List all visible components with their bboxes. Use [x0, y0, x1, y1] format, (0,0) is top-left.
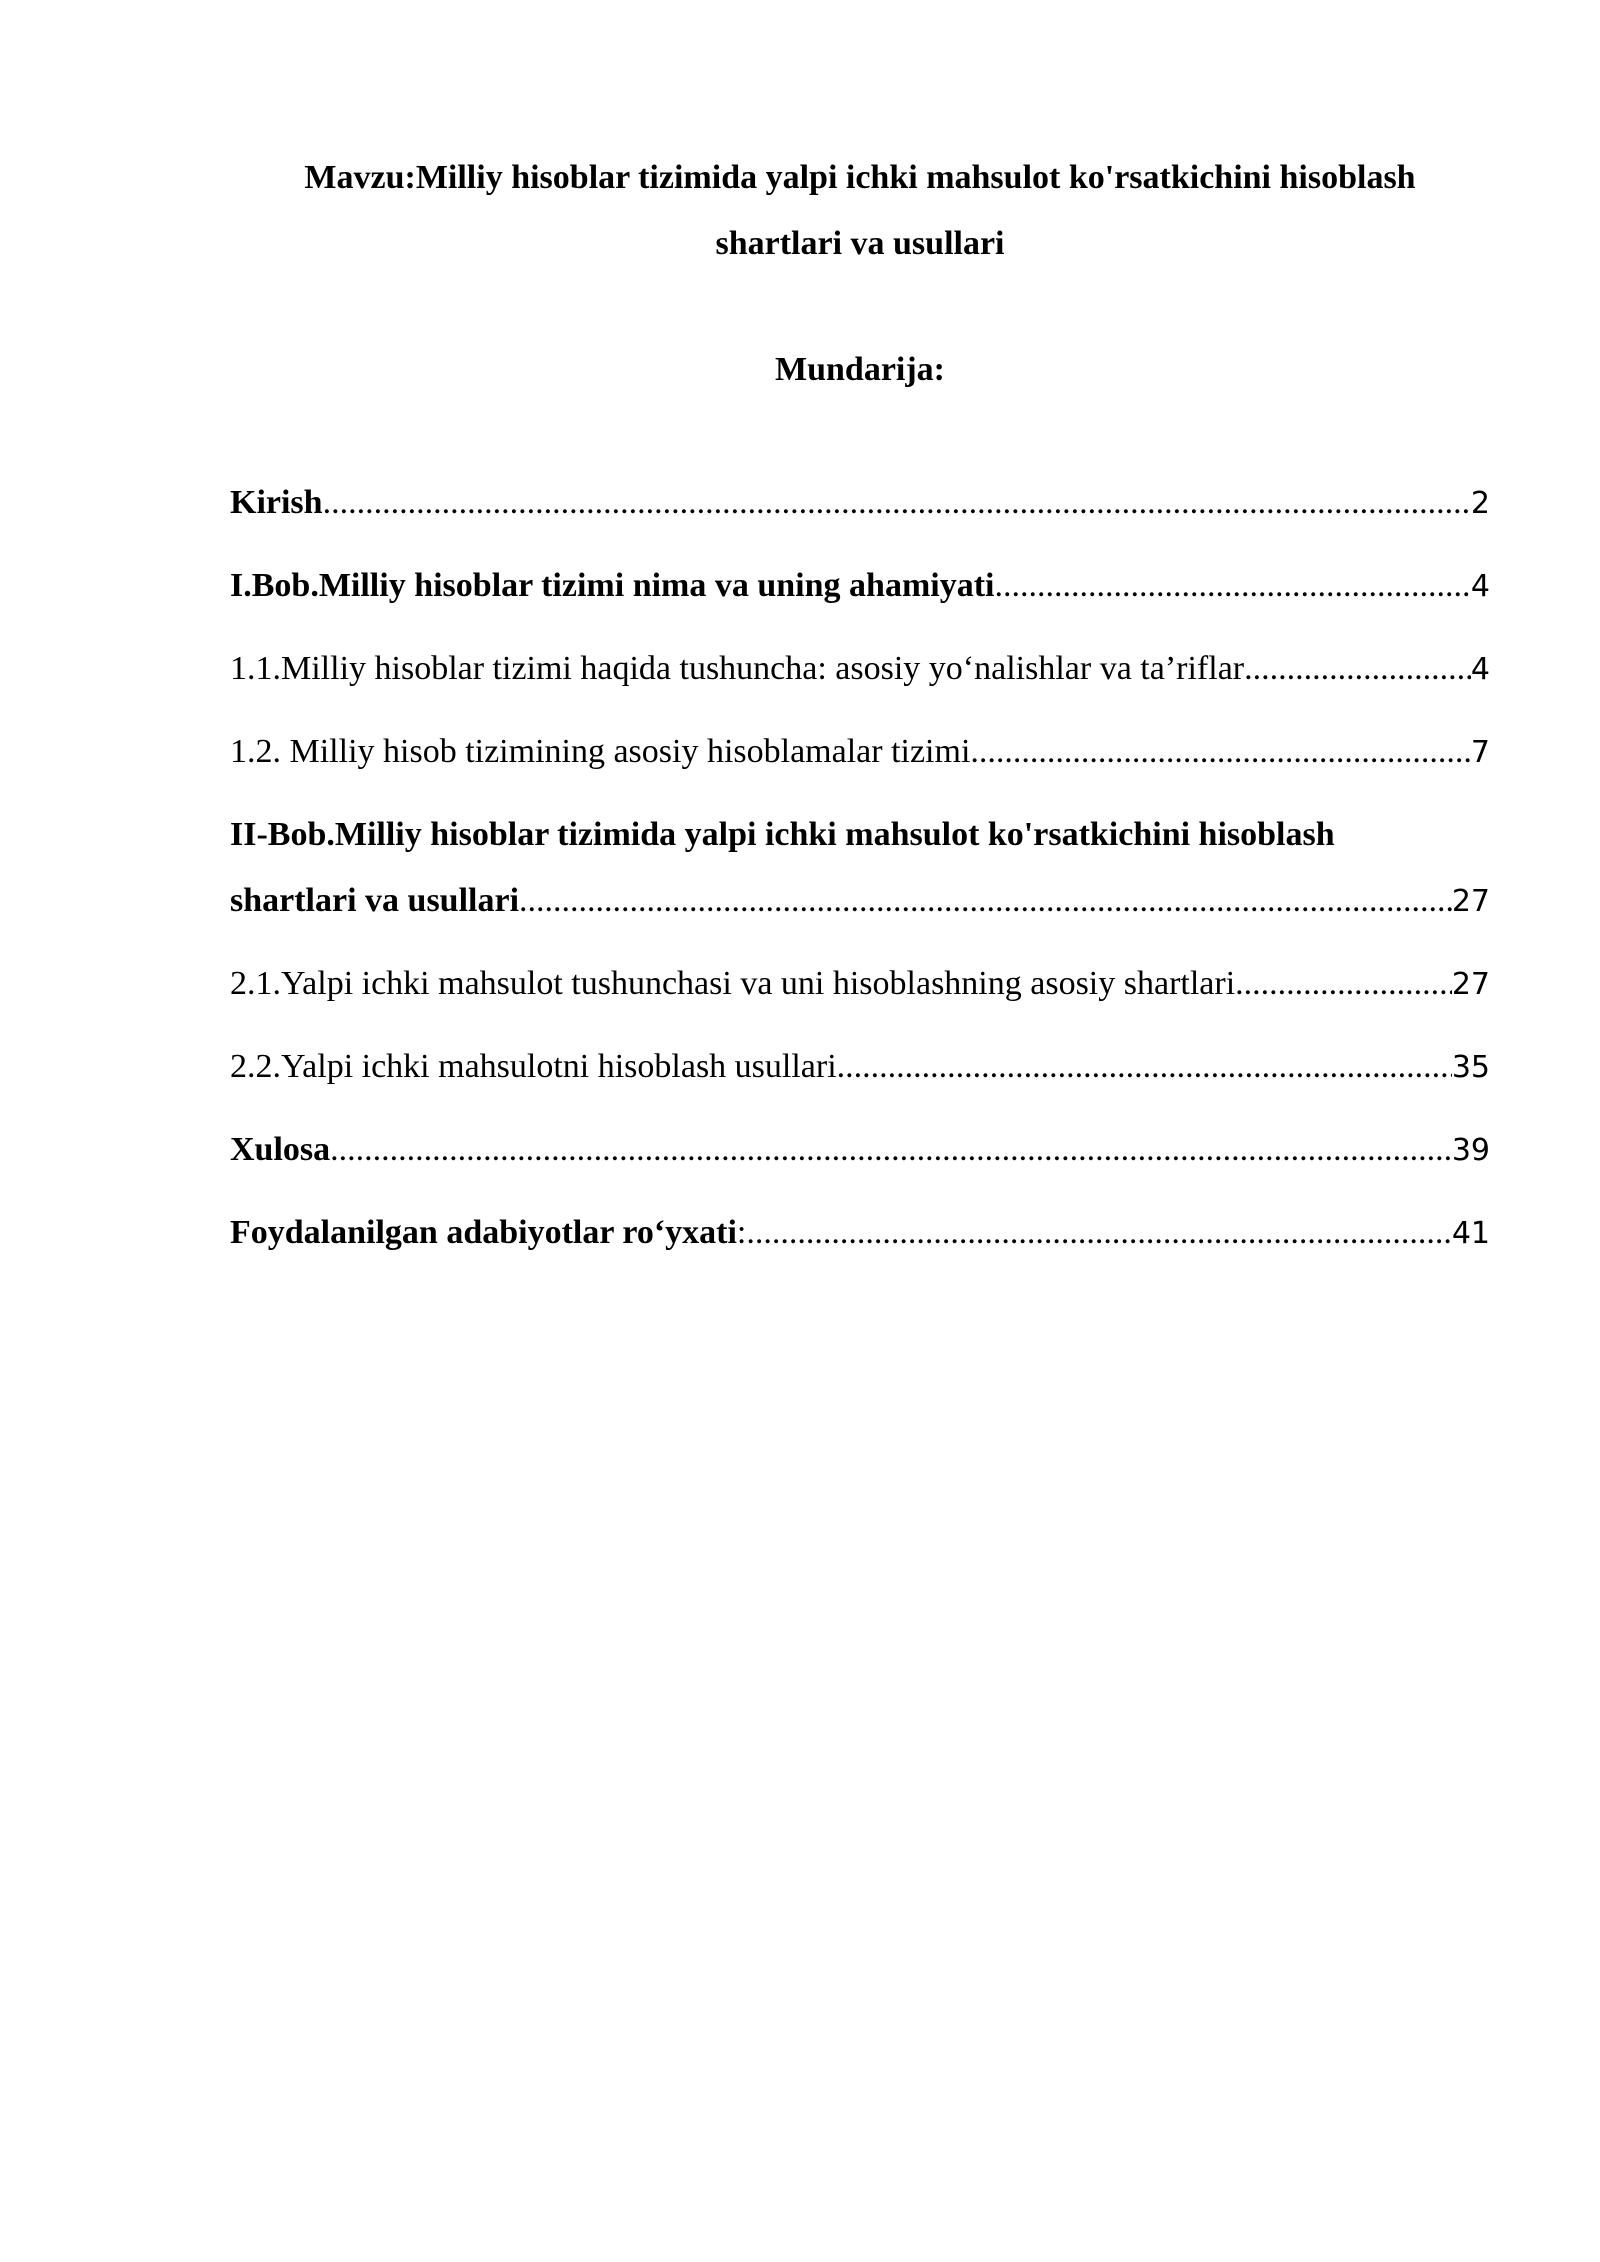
toc-page-number: 27: [1451, 967, 1490, 1002]
toc-entry-xulosa: [230, 1117, 1490, 1183]
toc-entry-suffix: :: [736, 1214, 747, 1251]
table-of-contents: [230, 470, 1490, 1283]
toc-page-number: 4: [1470, 652, 1490, 687]
toc-entry-text: shartlari va usullari: [230, 882, 520, 919]
toc-entry-text: Kirish: [230, 484, 323, 521]
contents-heading: Mundarija:: [775, 351, 945, 388]
toc-entry-text: Xulosa: [230, 1131, 331, 1168]
toc-entry-section-2-1: [230, 951, 1490, 1017]
document-title: [230, 145, 1490, 277]
toc-entry-chapter-1: [230, 553, 1490, 619]
toc-page-number: 41: [1451, 1216, 1490, 1251]
toc-page-number: 35: [1451, 1050, 1490, 1085]
toc-entry-section-2-2: [230, 1034, 1490, 1100]
toc-leader-dots: [995, 553, 1471, 619]
toc-leader-dots: [323, 470, 1471, 536]
toc-entry-section-1-2: [230, 719, 1490, 785]
toc-entry-kirish: [230, 470, 1490, 536]
toc-entry-chapter-2: [230, 802, 1490, 934]
toc-entry-text: 2.1.Yalpi ichki mahsulot tushunchasi va uni hisoblashning asosiy shartlari: [230, 965, 1236, 1002]
toc-leader-dots: [837, 1034, 1452, 1100]
toc-entry-section-1-1: [230, 636, 1490, 702]
toc-leader-dots: [1235, 951, 1452, 1017]
toc-entry-text: 1.1.Milliy hisoblar tizimi haqida tushuncha: asosiy yo‘nalishlar va ta’riflar: [230, 650, 1245, 687]
toc-leader-dots: [330, 1117, 1452, 1183]
toc-page-number: 2: [1470, 486, 1490, 521]
toc-entry-text: Foydalanilgan adabiyotlar ro‘yxati: [230, 1214, 737, 1251]
toc-leader-dots: [746, 1200, 1451, 1266]
toc-leader-dots: [970, 719, 1471, 785]
toc-page-number: 27: [1451, 884, 1490, 919]
toc-entry-text-line-1: II-Bob.Milliy hisoblar tizimida yalpi ichki mahsulot ko'rsatkichini hisoblash: [230, 816, 1335, 853]
toc-entry-text: 1.2. Milliy hisob tizimining asosiy hisoblamalar tizimi: [230, 733, 971, 770]
toc-entry-text: I.Bob.Milliy hisoblar tizimi nima va uning ahamiyati: [230, 567, 995, 604]
toc-entry-text: 2.2.Yalpi ichki mahsulotni hisoblash usullari: [230, 1048, 837, 1085]
toc-entry-references: [230, 1200, 1490, 1266]
document-title-line-2: shartlari va usullari: [715, 225, 1005, 262]
toc-page-number: 7: [1470, 735, 1490, 770]
document-title-line-1: Mavzu:Milliy hisoblar tizimida yalpi ichki mahsulot ko'rsatkichini hisoblash: [304, 159, 1416, 196]
toc-page-number: 39: [1451, 1133, 1490, 1168]
toc-leader-dots: [1244, 636, 1471, 702]
toc-page-number: 4: [1470, 569, 1490, 604]
toc-leader-dots: [519, 868, 1452, 934]
